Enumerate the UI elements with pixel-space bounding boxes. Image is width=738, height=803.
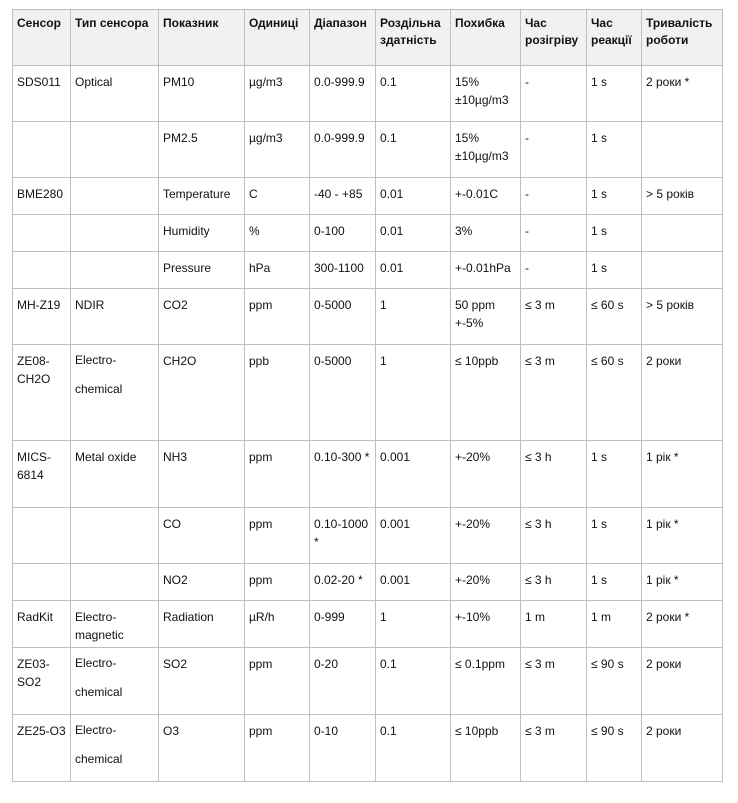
column-header: Час реакції (587, 10, 642, 66)
table-cell: 1 (376, 289, 451, 345)
table-cell: 0.001 (376, 564, 451, 601)
column-header: Діапазон (310, 10, 376, 66)
column-header: Тривалість роботи (642, 10, 723, 66)
table-cell: Electro-chemical (71, 345, 159, 441)
table-cell: ≤ 90 s (587, 715, 642, 782)
table-cell: > 5 років (642, 289, 723, 345)
table-cell: ZE08-CH2O (13, 345, 71, 441)
table-cell: MH-Z19 (13, 289, 71, 345)
table-cell: 1 s (587, 252, 642, 289)
table-row (13, 66, 723, 122)
table-cell (13, 122, 71, 178)
table-cell: Temperature (159, 178, 245, 215)
column-header: Показник (159, 10, 245, 66)
table-cell: 1 s (587, 178, 642, 215)
table-cell: 1 рік * (642, 564, 723, 601)
table-cell: - (521, 66, 587, 122)
table-cell (13, 564, 71, 601)
table-cell: PM10 (159, 66, 245, 122)
table-cell (642, 215, 723, 252)
table-cell (13, 252, 71, 289)
table-cell: 1 рік * (642, 508, 723, 564)
table-cell: Metal oxide (71, 441, 159, 508)
table-cell: 0-10 (310, 715, 376, 782)
table-cell: 1 s (587, 122, 642, 178)
table-cell: 2 роки (642, 715, 723, 782)
table-header-row (13, 10, 723, 66)
sensor-spec-table (12, 9, 723, 782)
table-cell: 1 s (587, 66, 642, 122)
table-cell: 0-100 (310, 215, 376, 252)
table-cell: ≤ 3 m (521, 715, 587, 782)
table-cell: ≤ 60 s (587, 345, 642, 441)
table-cell: 3% (451, 215, 521, 252)
table-cell: ≤ 10ppb (451, 715, 521, 782)
table-cell: 0-20 (310, 648, 376, 715)
table-cell (642, 252, 723, 289)
table-cell: 2 роки (642, 648, 723, 715)
table-cell: - (521, 122, 587, 178)
table-cell: +-20% (451, 508, 521, 564)
column-header: Одиниці (245, 10, 310, 66)
table-cell: NDIR (71, 289, 159, 345)
table-cell: 1 m (521, 601, 587, 648)
table-cell: ppm (245, 508, 310, 564)
table-cell: % (245, 215, 310, 252)
table-cell: 0.01 (376, 252, 451, 289)
table-row (13, 508, 723, 564)
table-cell: CO2 (159, 289, 245, 345)
table-cell: 1 (376, 601, 451, 648)
table-cell: SDS011 (13, 66, 71, 122)
table-cell (71, 564, 159, 601)
table-cell: RadKit (13, 601, 71, 648)
table-cell: ZE03-SO2 (13, 648, 71, 715)
table-cell: 0.001 (376, 508, 451, 564)
table-cell: 0.1 (376, 66, 451, 122)
table-cell: ppm (245, 289, 310, 345)
table-cell: µR/h (245, 601, 310, 648)
table-cell: +-10% (451, 601, 521, 648)
table-row (13, 648, 723, 715)
table-row (13, 715, 723, 782)
table-cell (71, 508, 159, 564)
column-header: Сенсор (13, 10, 71, 66)
table-cell: Radiation (159, 601, 245, 648)
table-cell: 1 рік * (642, 441, 723, 508)
table-cell: ppm (245, 441, 310, 508)
table-cell: MICS-6814 (13, 441, 71, 508)
table-cell: hPa (245, 252, 310, 289)
table-cell: 0.001 (376, 441, 451, 508)
table-cell: - (521, 252, 587, 289)
table-row (13, 345, 723, 441)
table-cell: ZE25-O3 (13, 715, 71, 782)
table-row (13, 601, 723, 648)
table-cell: CH2O (159, 345, 245, 441)
table-cell: 0.01 (376, 215, 451, 252)
table-cell: 0.1 (376, 648, 451, 715)
table-cell: Electro-chemical (71, 648, 159, 715)
table-cell: 0.01 (376, 178, 451, 215)
table-cell (71, 178, 159, 215)
table-row (13, 252, 723, 289)
table-cell: 1 (376, 345, 451, 441)
table-cell: - (521, 178, 587, 215)
table-cell (13, 215, 71, 252)
table-cell: 1 s (587, 564, 642, 601)
table-cell: 0.0-999.9 (310, 66, 376, 122)
table-cell: 2 роки * (642, 66, 723, 122)
table-cell: 0.1 (376, 122, 451, 178)
table-cell: PM2.5 (159, 122, 245, 178)
table-row (13, 178, 723, 215)
table-cell: +-0.01C (451, 178, 521, 215)
table-cell: 0-999 (310, 601, 376, 648)
table-row (13, 564, 723, 601)
table-row (13, 122, 723, 178)
table-cell: NO2 (159, 564, 245, 601)
table-cell: 0.10-1000 * (310, 508, 376, 564)
table-cell (71, 252, 159, 289)
table-cell: 2 роки * (642, 601, 723, 648)
table-cell (71, 122, 159, 178)
table-cell: Electro-chemical (71, 715, 159, 782)
table-cell: BME280 (13, 178, 71, 215)
table-cell: ≤ 3 m (521, 289, 587, 345)
table-cell: > 5 років (642, 178, 723, 215)
table-row (13, 441, 723, 508)
table-cell: Humidity (159, 215, 245, 252)
table-cell: 1 s (587, 215, 642, 252)
column-header: Похибка (451, 10, 521, 66)
table-cell: 0.02-20 * (310, 564, 376, 601)
column-header: Час розігріву (521, 10, 587, 66)
table-cell: ≤ 3 h (521, 508, 587, 564)
table-cell: O3 (159, 715, 245, 782)
table-cell: Pressure (159, 252, 245, 289)
table-cell: 0-5000 (310, 345, 376, 441)
table-cell: 1 m (587, 601, 642, 648)
table-cell: C (245, 178, 310, 215)
table-cell: ≤ 60 s (587, 289, 642, 345)
table-cell: ppm (245, 564, 310, 601)
table-cell: - (521, 215, 587, 252)
table-cell: NH3 (159, 441, 245, 508)
table-cell: ≤ 90 s (587, 648, 642, 715)
table-cell: ≤ 0.1ppm (451, 648, 521, 715)
table-cell: µg/m3 (245, 66, 310, 122)
table-cell: ≤ 3 h (521, 441, 587, 508)
table-cell: +-20% (451, 564, 521, 601)
table-cell: 50 ppm +-5% (451, 289, 521, 345)
table-cell: ppm (245, 715, 310, 782)
table-cell (71, 215, 159, 252)
table-cell: 0.0-999.9 (310, 122, 376, 178)
table-cell: +-20% (451, 441, 521, 508)
table-cell: CO (159, 508, 245, 564)
table-cell: -40 - +85 (310, 178, 376, 215)
table-cell: 0-5000 (310, 289, 376, 345)
table-cell: 1 s (587, 508, 642, 564)
table-cell: SO2 (159, 648, 245, 715)
column-header: Тип сенсора (71, 10, 159, 66)
table-cell: 0.10-300 * (310, 441, 376, 508)
table-cell: ≤ 10ppb (451, 345, 521, 441)
table-cell: 300-1100 (310, 252, 376, 289)
table-cell: ppm (245, 648, 310, 715)
table-cell: Electro-magnetic (71, 601, 159, 648)
table-cell: ≤ 3 m (521, 648, 587, 715)
table-cell: 15% ±10µg/m3 (451, 122, 521, 178)
table-cell (13, 508, 71, 564)
table-cell: 0.1 (376, 715, 451, 782)
table-cell: Optical (71, 66, 159, 122)
table-cell: µg/m3 (245, 122, 310, 178)
table-cell: +-0.01hPa (451, 252, 521, 289)
table-row (13, 289, 723, 345)
table-cell: ppb (245, 345, 310, 441)
table-row (13, 215, 723, 252)
table-cell: 2 роки (642, 345, 723, 441)
table-cell: 1 s (587, 441, 642, 508)
table-cell (642, 122, 723, 178)
table-cell: ≤ 3 m (521, 345, 587, 441)
table-cell: ≤ 3 h (521, 564, 587, 601)
table-cell: 15% ±10µg/m3 (451, 66, 521, 122)
column-header: Роздільна здатність (376, 10, 451, 66)
